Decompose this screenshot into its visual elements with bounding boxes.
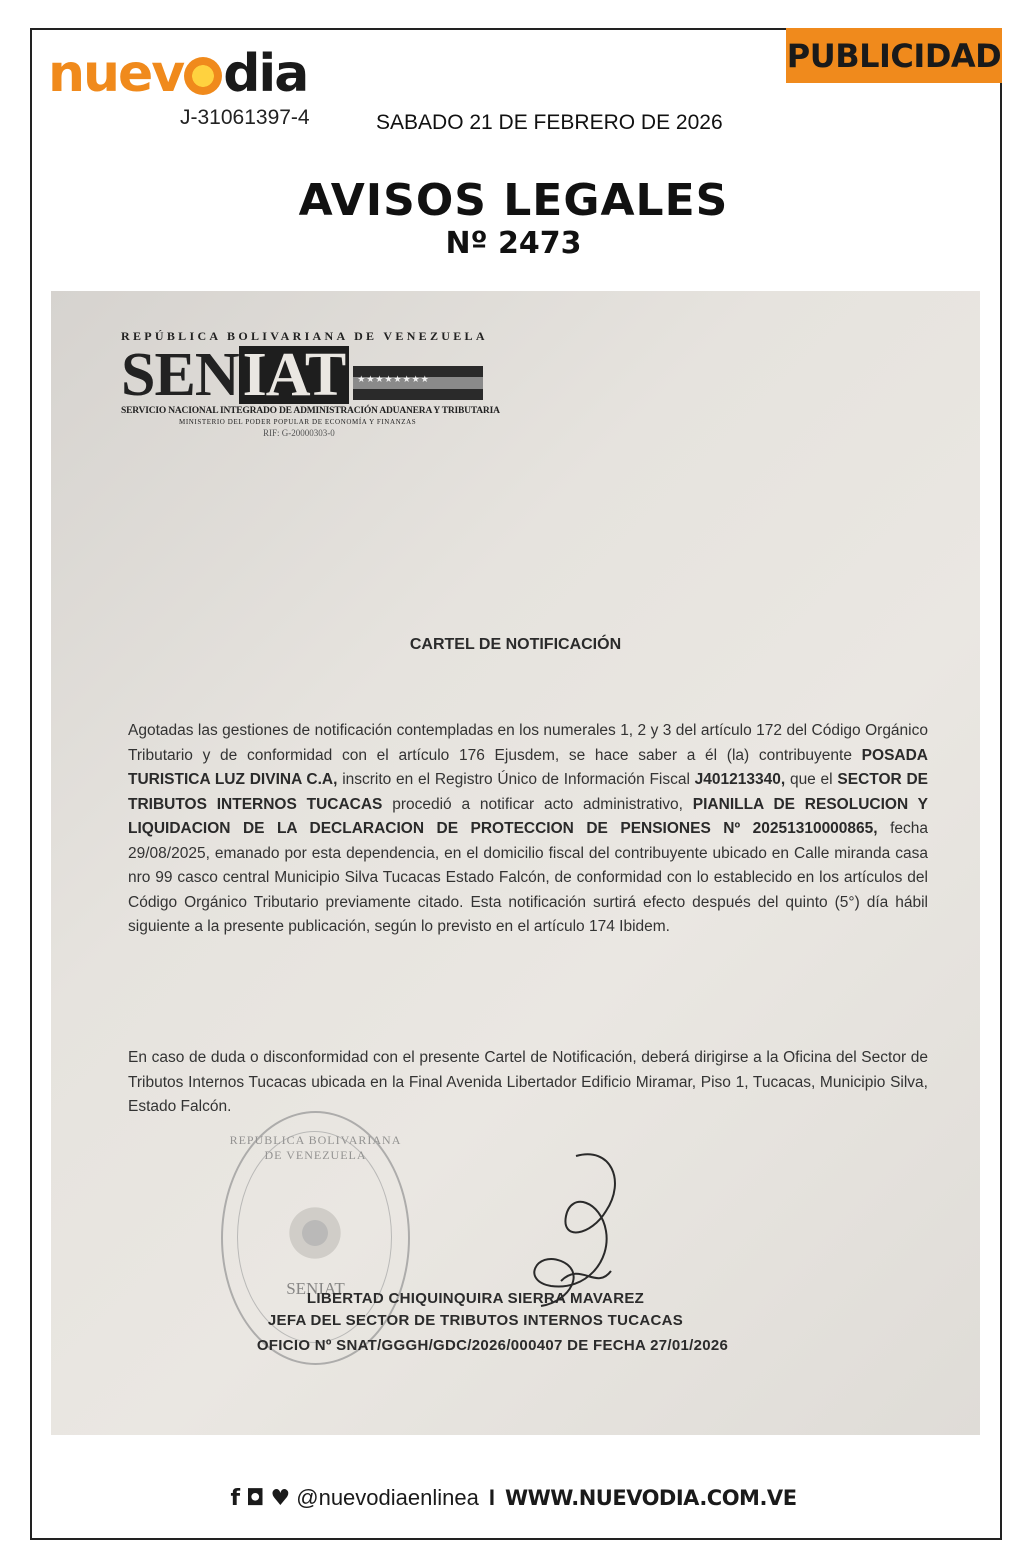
notice-heading: CARTEL DE NOTIFICACIÓN bbox=[409, 636, 622, 653]
facebook-icon[interactable]: f bbox=[230, 1485, 241, 1511]
signature-icon bbox=[491, 1141, 641, 1311]
flag-icon: ★★★★★★★★ bbox=[353, 366, 483, 400]
notice-paragraph-1: Agotadas las gestiones de notificación contempladas en los numerales 1, 2 y 3 del artículo 172 del Código Orgánico Tributario y de conformidad con el artículo 176 Ejusdem, se hace saber a él (la) contribuyente POSADA TURISTICA LUZ DIVINA C.A, inscrito en el Registro Único de Información Fiscal J401213340, que el SECTOR DE TRIBUTOS INTERNOS TUCACAS procedió a notificar acto administrativo, PIANILLA DE RESOLUCION Y LIQUIDACION DE LA DECLARACION DE PROTECCION DE PENSIONES Nº 20251310000865, fecha 29/08/2025, emanado por esta dependencia, en el domicilio fiscal del contribuyente ubicado en Calle miranda casa nro 99 casco central Municipio Silva Tucacas Estado Falcón, de conformidad con lo establecido en los artículos del Código Orgánico Tributario previamente citado. Esta notificación surtirá efecto después del quinto (5°) día hábil siguiente a la presente publicación, según lo previsto en el artículo 174 Ibidem. bbox=[128, 722, 928, 935]
newspaper-rif: J-31061397-4 bbox=[180, 106, 310, 129]
logo-text-part1: nuev bbox=[48, 44, 184, 104]
seniat-logo-sen: SEN bbox=[121, 341, 239, 409]
coat-of-arms-icon bbox=[285, 1203, 345, 1263]
notice-number: Nº 2473 bbox=[445, 226, 582, 261]
publicidad-badge: PUBLICIDAD bbox=[786, 28, 1002, 83]
website-link[interactable]: WWW.NUEVODIA.COM.VE bbox=[504, 1486, 797, 1510]
social-handle[interactable]: @nuevodiaenlinea bbox=[296, 1485, 479, 1510]
logo-text-part2: dia bbox=[223, 44, 308, 104]
seniat-logo bbox=[121, 341, 521, 409]
oficio-reference: OFICIO Nº SNAT/GGGH/GDC/2026/000407 DE FECHA 27/01/2026 bbox=[256, 1337, 729, 1354]
seniat-logo-iat: IAT bbox=[239, 346, 350, 404]
seniat-rif: RIF: G-20000303-0 bbox=[263, 428, 335, 438]
twitter-icon[interactable]: ♥ bbox=[270, 1485, 291, 1511]
servicio-label: SERVICIO NACIONAL INTEGRADO DE ADMINISTRACIÓN ADUANERA Y TRIBUTARIA bbox=[121, 406, 500, 416]
ministerio-label: MINISTERIO DEL PODER POPULAR DE ECONOMÍA Y FINANZAS bbox=[179, 418, 417, 426]
footer bbox=[0, 1485, 1027, 1511]
publication-date: SABADO 21 DE FEBRERO DE 2026 bbox=[376, 111, 723, 134]
newspaper-logo[interactable] bbox=[48, 44, 308, 104]
signer-name: LIBERTAD CHIQUINQUIRA SIERRA MAVAREZ bbox=[306, 1290, 645, 1307]
signer-role: JEFA DEL SECTOR DE TRIBUTOS INTERNOS TUCACAS bbox=[267, 1312, 684, 1329]
footer-separator: I bbox=[488, 1485, 495, 1510]
scanned-document bbox=[51, 291, 980, 1435]
stamp-rim-text: REPUBLICA BOLIVARIANA DE VENEZUELA bbox=[229, 1133, 402, 1162]
sun-icon bbox=[184, 57, 222, 95]
instagram-icon[interactable]: ◘ bbox=[246, 1485, 265, 1511]
notice-paragraph-2: En caso de duda o disconformidad con el presente Cartel de Notificación, deberá dirigirse a la Oficina del Sector de Tributos Internos Tucacas ubicada en la Final Avenida Libertador Edificio Miramar, Piso 1, Tucacas, Municipio Silva, Estado Falcón. bbox=[128, 1049, 928, 1115]
stamp-label: SENIAT bbox=[286, 1279, 345, 1298]
seniat-letterhead bbox=[121, 329, 521, 438]
republica-label: REPÚBLICA BOLIVARIANA DE VENEZUELA bbox=[121, 329, 488, 343]
page-title: AVISOS LEGALES bbox=[298, 175, 729, 226]
